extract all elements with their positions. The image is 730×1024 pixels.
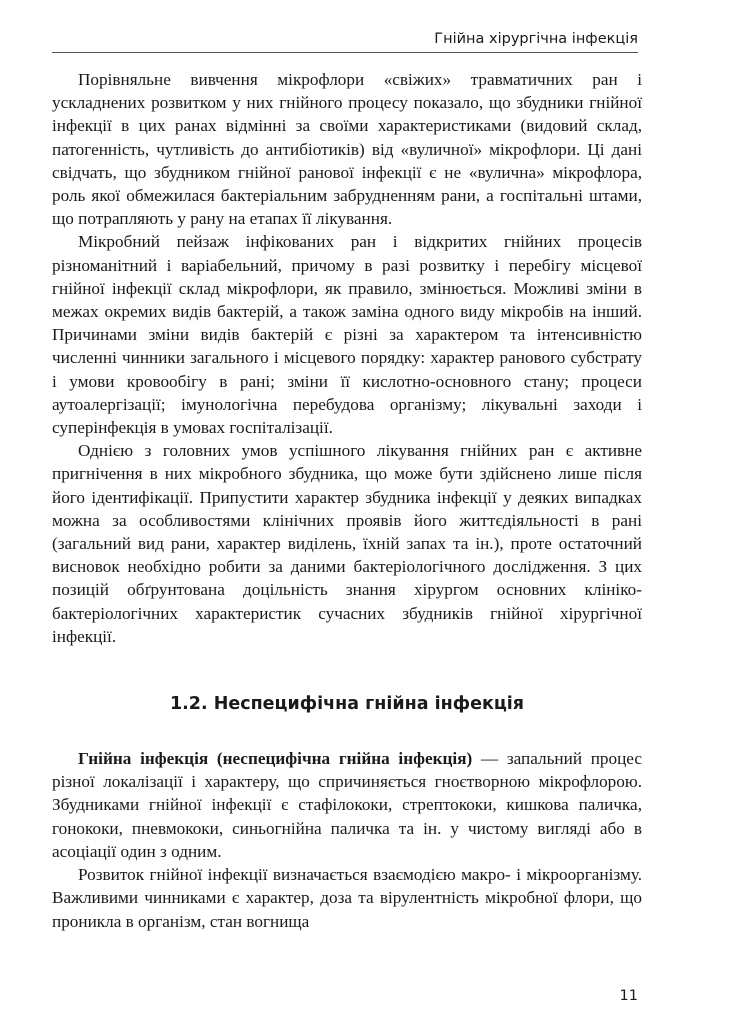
definition-text: — запальний процес різної локалізації і характеру, що спричиняється гноєтворною мікрофлорою. Збудниками гнійної інфекції є стафілококи, стрептококи, кишкова паличка, гонококи, пневмококи, синьогнійна паличка та ін. у чистому вигляді або в асоціації один з одним.: [52, 749, 642, 861]
body-paragraph-3: Однією з головних умов успішного лікування гнійних ран є активне пригнічення в них мікробного збудника, що може бути здійснено лише після його ідентифікації. Припустити характер збудника інфекції у деяких випадках можна за особливостями клінічних проявів його життєдіяльності в рані (загальний вид рани, характер виділень, їхній запах та ін.), проте остаточний висновок необхідно робити за даними бактеріологічного дослідження. З цих позицій обґрунтована доцільність знання хірургом основних клініко-бактеріологічних характеристик сучасних збудників гнійної хірургічної інфекції.: [52, 441, 642, 646]
body-paragraph-last: Розвиток гнійної інфекції визначається взаємодією макро- і мікроорганізму. Важливими чинниками є характер, доза та вірулентність мікробної флори, що проникла в організм, стан вогнища: [52, 865, 642, 931]
running-header: [52, 26, 638, 53]
running-title: Гнійна хірургічна інфекція: [434, 31, 638, 47]
definition-paragraph: [52, 747, 642, 863]
page-body: [52, 68, 642, 933]
section-heading: 1.2. Неспецифічна гнійна інфекція: [169, 694, 525, 715]
body-paragraph-2: Мікробний пейзаж інфікованих ран і відкритих гнійних процесів різноманітний і варіабельний, причому в разі розвитку і перебігу місцевої гнійної інфекції склад мікрофлори, як правило, змінюється. Можливі зміни в межах окремих видів бактерій, а також заміна одного виду мікробів на інший. Причинами зміни видів бактерій є різні за характером та інтенсивністю численні чинники загального і місцевого порядку: характер ранового субстрату і умови кровообігу в рані; зміни її кислотно-основного стану; процеси аутоалергізації; імунологічна перебудова організму; лікувальні заходи і суперінфекція в умовах госпіталізації.: [52, 232, 642, 438]
definition-term: Гнійна інфекція (неспецифічна гнійна інфекція): [78, 749, 473, 769]
page-number: 11: [619, 988, 638, 1004]
body-paragraph-1: Порівняльне вивчення мікрофлори «свіжих» травматичних ран і ускладнених розвитком у них гнійного процесу показало, що збудники гнійної інфекції в цих ранах відмінні за своїми характеристиками (видовий склад, патогенність, чутливість до антибіотиків) від «вуличної» мікрофлори. Ці дані свідчать, що збудником гнійної ранової інфекції є не «вулична» мікрофлора, роль якої обмежилася бактеріальним забрудненням рани, а госпітальні штами, що потрапляють у рану на етапах її лікування.: [52, 70, 642, 229]
